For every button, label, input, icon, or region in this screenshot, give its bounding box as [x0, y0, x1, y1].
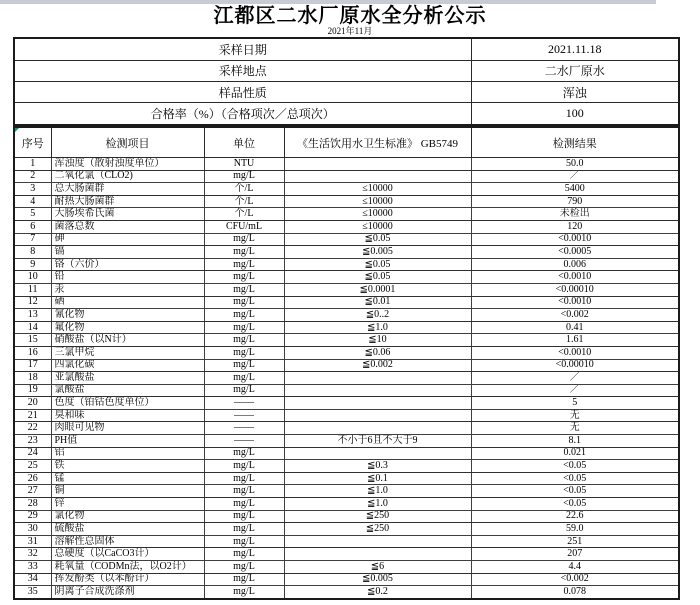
- info-value: 浑浊: [471, 81, 679, 102]
- table-row: [14, 246, 679, 259]
- item-name: 氰化物: [51, 309, 204, 322]
- info-value: 二水厂原水: [471, 60, 679, 81]
- item-name: 大肠埃希氏菌: [51, 208, 204, 221]
- item-name: 锰: [51, 472, 204, 485]
- table-row: [14, 435, 679, 448]
- standard-limit: ≦0.01: [284, 296, 471, 309]
- row-index: 14: [14, 321, 51, 334]
- standard-limit: ≦10: [284, 334, 471, 347]
- item-name: 亚氯酸盐: [51, 372, 204, 385]
- unit: mg/L: [204, 309, 284, 322]
- row-index: 18: [14, 372, 51, 385]
- table-row: [14, 183, 679, 196]
- row-index: 16: [14, 346, 51, 359]
- result-value: <0.0010: [471, 296, 679, 309]
- item-name: 硝酸盐（以N计）: [51, 334, 204, 347]
- table-row: [14, 170, 679, 183]
- result-value: 4.4: [471, 561, 679, 574]
- item-name: 锌: [51, 498, 204, 511]
- unit: 个/L: [204, 208, 284, 221]
- item-name: 菌落总数: [51, 220, 204, 233]
- results-table: [13, 126, 680, 600]
- item-name: 阴离子合成洗涤剂: [51, 586, 204, 599]
- result-value: ／: [471, 372, 679, 385]
- header-result: 检测结果: [471, 127, 679, 158]
- unit: ——: [204, 422, 284, 435]
- result-value: 120: [471, 220, 679, 233]
- table-row: [14, 258, 679, 271]
- row-index: 10: [14, 271, 51, 284]
- result-value: <0.002: [471, 573, 679, 586]
- result-value: <0.05: [471, 472, 679, 485]
- unit: mg/L: [204, 334, 284, 347]
- unit: ——: [204, 409, 284, 422]
- standard-limit: ≤10000: [284, 220, 471, 233]
- standard-limit: ≤10000: [284, 208, 471, 221]
- row-index: 22: [14, 422, 51, 435]
- info-value: 2021.11.18: [471, 38, 679, 60]
- unit: CFU/mL: [204, 220, 284, 233]
- results-body: [14, 158, 679, 600]
- table-row: [14, 573, 679, 586]
- unit: mg/L: [204, 258, 284, 271]
- table-row: [14, 359, 679, 372]
- result-value: 5400: [471, 183, 679, 196]
- result-value: 0.021: [471, 447, 679, 460]
- result-value: 207: [471, 548, 679, 561]
- item-name: 耐热大肠菌群: [51, 195, 204, 208]
- result-value: <0.0010: [471, 233, 679, 246]
- row-index: 6: [14, 220, 51, 233]
- standard-limit: ≦0.0001: [284, 283, 471, 296]
- row-index: 1: [14, 158, 51, 171]
- item-name: 耗氧量（CODMn法，以O2计）: [51, 561, 204, 574]
- row-index: 5: [14, 208, 51, 221]
- unit: 个/L: [204, 195, 284, 208]
- table-row: [14, 535, 679, 548]
- item-name: 肉眼可见物: [51, 422, 204, 435]
- table-row: [14, 309, 679, 322]
- standard-limit: ≦1.0: [284, 321, 471, 334]
- table-row: [14, 321, 679, 334]
- standard-limit: ≦6: [284, 561, 471, 574]
- item-name: 砷: [51, 233, 204, 246]
- unit: 个/L: [204, 183, 284, 196]
- table-row: [14, 195, 679, 208]
- standard-limit: ≦0.2: [284, 586, 471, 599]
- item-name: 镉: [51, 246, 204, 259]
- unit: mg/L: [204, 296, 284, 309]
- unit: mg/L: [204, 447, 284, 460]
- row-index: 27: [14, 485, 51, 498]
- unit: mg/L: [204, 460, 284, 473]
- page-title: 江都区二水厂原水全分析公示: [213, 5, 487, 27]
- unit: ——: [204, 397, 284, 410]
- table-row: [14, 397, 679, 410]
- header-index: 序号: [14, 127, 51, 158]
- unit: mg/L: [204, 510, 284, 523]
- result-value: <0.002: [471, 309, 679, 322]
- item-name: 铅: [51, 271, 204, 284]
- item-name: 氯化物: [51, 510, 204, 523]
- item-name: 三氯甲烷: [51, 346, 204, 359]
- item-name: 四氯化碳: [51, 359, 204, 372]
- item-name: 氯酸盐: [51, 384, 204, 397]
- unit: mg/L: [204, 548, 284, 561]
- results-header-row: [14, 127, 679, 158]
- standard-limit: ≦0.005: [284, 573, 471, 586]
- standard-limit: ≦0.002: [284, 359, 471, 372]
- item-name: 硒: [51, 296, 204, 309]
- table-row: [14, 510, 679, 523]
- result-value: <0.05: [471, 485, 679, 498]
- standard-limit: [284, 170, 471, 183]
- row-index: 20: [14, 397, 51, 410]
- standard-limit: ≦0.3: [284, 460, 471, 473]
- result-value: 251: [471, 535, 679, 548]
- standard-limit: ≦0.05: [284, 258, 471, 271]
- info-label: 采样日期: [14, 38, 471, 60]
- result-value: ／: [471, 170, 679, 183]
- row-index: 35: [14, 586, 51, 599]
- row-index: 29: [14, 510, 51, 523]
- table-row: [14, 586, 679, 599]
- table-row: [14, 346, 679, 359]
- table-row: [14, 472, 679, 485]
- item-name: 总硬度（以CaCO3计）: [51, 548, 204, 561]
- table-row: [14, 447, 679, 460]
- unit: ——: [204, 435, 284, 448]
- row-index: 13: [14, 309, 51, 322]
- item-name: 铁: [51, 460, 204, 473]
- table-row: [14, 384, 679, 397]
- result-value: 50.0: [471, 158, 679, 171]
- table-row: [14, 271, 679, 284]
- result-value: <0.00010: [471, 283, 679, 296]
- result-value: 无: [471, 422, 679, 435]
- standard-limit: ≤10000: [284, 183, 471, 196]
- standard-limit: [284, 372, 471, 385]
- info-row-sampling-location: [14, 60, 679, 81]
- table-row: [14, 523, 679, 536]
- row-index: 7: [14, 233, 51, 246]
- unit: mg/L: [204, 485, 284, 498]
- result-value: <0.05: [471, 498, 679, 511]
- result-value: 59.0: [471, 523, 679, 536]
- standard-limit: 不小于6且不大于9: [284, 435, 471, 448]
- row-index: 24: [14, 447, 51, 460]
- unit: mg/L: [204, 271, 284, 284]
- item-name: 铬（六价）: [51, 258, 204, 271]
- row-index: 30: [14, 523, 51, 536]
- item-name: 色度（铂钴色度单位）: [51, 397, 204, 410]
- standard-limit: ≦0.06: [284, 346, 471, 359]
- info-row-sampling-date: [14, 38, 679, 60]
- row-index: 4: [14, 195, 51, 208]
- standard-limit: [284, 158, 471, 171]
- row-index: 25: [14, 460, 51, 473]
- result-value: 8.1: [471, 435, 679, 448]
- row-index: 26: [14, 472, 51, 485]
- row-index: 12: [14, 296, 51, 309]
- table-row: [14, 485, 679, 498]
- item-name: 铝: [51, 447, 204, 460]
- result-value: <0.0005: [471, 246, 679, 259]
- standard-limit: [284, 447, 471, 460]
- item-name: 二氧化氯（CLO2): [51, 170, 204, 183]
- result-value: 22.6: [471, 510, 679, 523]
- table-row: [14, 548, 679, 561]
- row-index: 32: [14, 548, 51, 561]
- unit: NTU: [204, 158, 284, 171]
- result-value: 0.41: [471, 321, 679, 334]
- row-index: 19: [14, 384, 51, 397]
- unit: mg/L: [204, 498, 284, 511]
- header-unit: 单位: [204, 127, 284, 158]
- table-row: [14, 296, 679, 309]
- standard-limit: [284, 397, 471, 410]
- unit: mg/L: [204, 246, 284, 259]
- standard-limit: [284, 535, 471, 548]
- row-index: 33: [14, 561, 51, 574]
- unit: mg/L: [204, 561, 284, 574]
- row-index: 17: [14, 359, 51, 372]
- unit: mg/L: [204, 535, 284, 548]
- result-value: <0.0010: [471, 271, 679, 284]
- row-index: 34: [14, 573, 51, 586]
- table-row: [14, 158, 679, 171]
- info-label: 样品性质: [14, 81, 471, 102]
- result-value: <0.05: [471, 460, 679, 473]
- standard-limit: [284, 422, 471, 435]
- row-index: 2: [14, 170, 51, 183]
- row-index: 23: [14, 435, 51, 448]
- header-item: 检测项目: [51, 127, 204, 158]
- standard-limit: ≦250: [284, 510, 471, 523]
- unit: mg/L: [204, 321, 284, 334]
- unit: mg/L: [204, 359, 284, 372]
- info-table: [13, 37, 680, 126]
- standard-limit: ≦0.05: [284, 271, 471, 284]
- row-index: 28: [14, 498, 51, 511]
- standard-limit: ≦0.1: [284, 472, 471, 485]
- table-row: [14, 208, 679, 221]
- row-index: 3: [14, 183, 51, 196]
- standard-limit: ≦250: [284, 523, 471, 536]
- table-row: [14, 561, 679, 574]
- table-row: [14, 422, 679, 435]
- info-label: 合格率（%）（合格项次／总项次）: [14, 103, 471, 125]
- standard-limit: ≦1.0: [284, 485, 471, 498]
- unit: mg/L: [204, 283, 284, 296]
- table-row: [14, 334, 679, 347]
- table-row: [14, 498, 679, 511]
- standard-limit: ≦0..2: [284, 309, 471, 322]
- item-name: 浑浊度（散射浊度单位）: [51, 158, 204, 171]
- row-index: 9: [14, 258, 51, 271]
- result-value: 790: [471, 195, 679, 208]
- standard-limit: [284, 548, 471, 561]
- page-subtitle: 2021年11月: [327, 26, 373, 36]
- item-name: 氟化物: [51, 321, 204, 334]
- item-name: 总大肠菌群: [51, 183, 204, 196]
- info-label: 采样地点: [14, 60, 471, 81]
- result-value: 未检出: [471, 208, 679, 221]
- table-row: [14, 233, 679, 246]
- header-standard: 《生活饮用水卫生标准》 GB5749: [284, 127, 471, 158]
- unit: mg/L: [204, 472, 284, 485]
- item-name: 汞: [51, 283, 204, 296]
- result-value: 0.078: [471, 586, 679, 599]
- row-index: 11: [14, 283, 51, 296]
- standard-limit: ≤10000: [284, 195, 471, 208]
- item-name: 硫酸盐: [51, 523, 204, 536]
- table-row: [14, 460, 679, 473]
- table-row: [14, 220, 679, 233]
- item-name: 铜: [51, 485, 204, 498]
- row-index: 8: [14, 246, 51, 259]
- item-name: 溶解性总固体: [51, 535, 204, 548]
- unit: mg/L: [204, 573, 284, 586]
- unit: mg/L: [204, 523, 284, 536]
- standard-limit: [284, 384, 471, 397]
- result-value: 1.61: [471, 334, 679, 347]
- table-row: [14, 283, 679, 296]
- row-index: 31: [14, 535, 51, 548]
- standard-limit: [284, 409, 471, 422]
- unit: mg/L: [204, 586, 284, 599]
- table-row: [14, 409, 679, 422]
- unit: mg/L: [204, 233, 284, 246]
- unit: mg/L: [204, 372, 284, 385]
- unit: mg/L: [204, 346, 284, 359]
- standard-limit: ≦0.05: [284, 233, 471, 246]
- info-value: 100: [471, 103, 679, 125]
- row-index: 21: [14, 409, 51, 422]
- result-value: 0.006: [471, 258, 679, 271]
- info-row-pass-rate: [14, 103, 679, 125]
- result-value: <0.0010: [471, 346, 679, 359]
- standard-limit: ≦1.0: [284, 498, 471, 511]
- table-row: [14, 372, 679, 385]
- result-value: ／: [471, 384, 679, 397]
- item-name: 臭和味: [51, 409, 204, 422]
- result-value: <0.00010: [471, 359, 679, 372]
- result-value: 无: [471, 409, 679, 422]
- unit: mg/L: [204, 384, 284, 397]
- row-index: 15: [14, 334, 51, 347]
- item-name: PH值: [51, 435, 204, 448]
- item-name: 挥发酚类（以苯酚计）: [51, 573, 204, 586]
- top-strip: [0, 0, 656, 4]
- unit: mg/L: [204, 170, 284, 183]
- standard-limit: ≦0.005: [284, 246, 471, 259]
- info-row-sample-nature: [14, 81, 679, 102]
- result-value: 5: [471, 397, 679, 410]
